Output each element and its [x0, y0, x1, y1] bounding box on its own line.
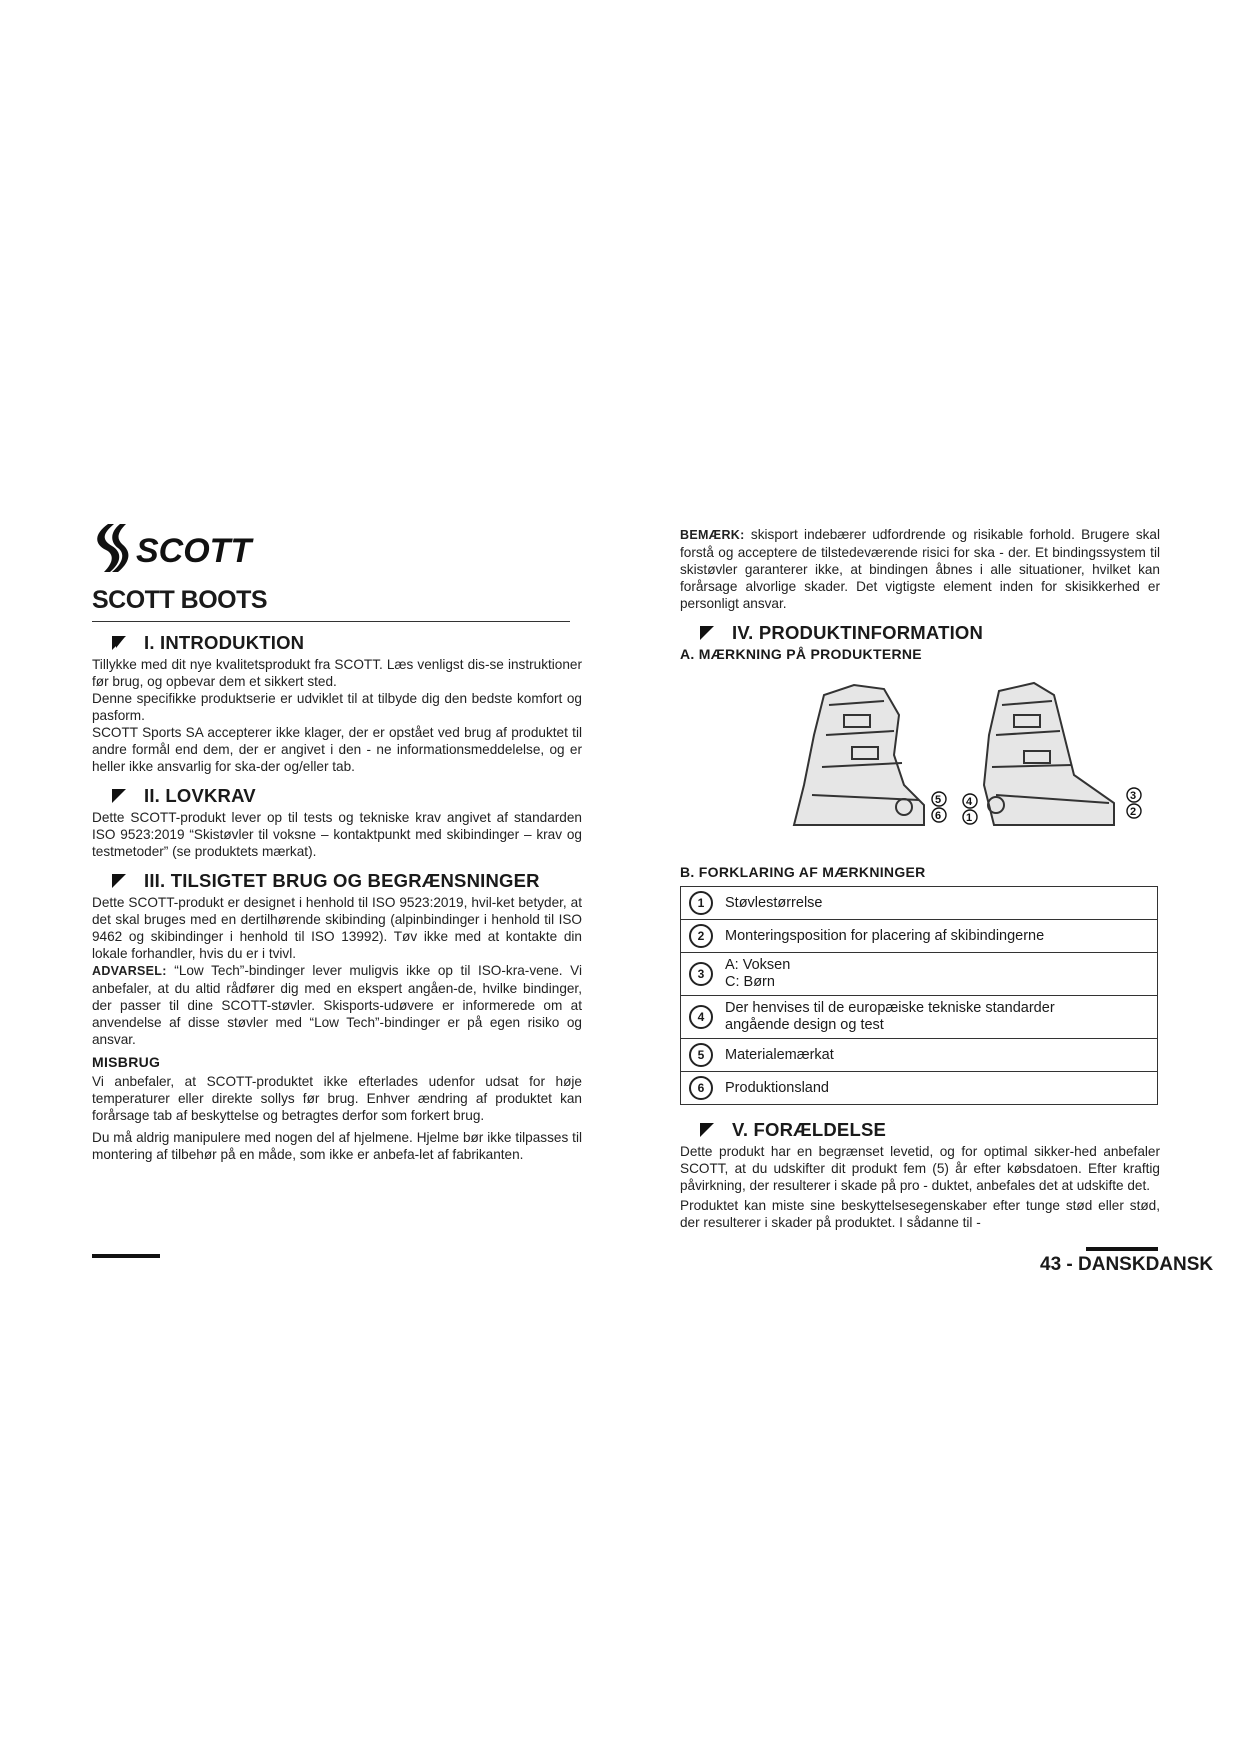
legend-row	[681, 1072, 1158, 1105]
triangle-marker-icon	[112, 874, 126, 888]
legend-text: C: Børn	[725, 974, 775, 990]
brand-logo	[92, 520, 582, 576]
expiry-paragraph-1: Dette produkt har en begrænset levetid, og for optimal sikker-hed anbefaler SCOTT, at du udskifter dit produkt fem (5) år efter købsdatoen. Efter kraftig påvirkning, der resulterer i skade på pro - duktet, anbefales det at udskifte det.	[680, 1144, 1160, 1193]
legend-row	[681, 1039, 1158, 1072]
svg-text:2: 2	[1130, 806, 1137, 818]
warning-label: ADVARSEL:	[92, 964, 167, 978]
scott-logo-icon	[92, 520, 332, 576]
intro-paragraph-3: SCOTT Sports SA accepterer ikke klager, der er opstået ved brug af produktet til andre formål end dem, der er angivet i den - ne informationsmeddelelse, og er heller ikke ansvarlig for ska-der og/eller tab.	[92, 725, 582, 774]
misuse-heading: MISBRUG	[92, 1054, 161, 1070]
legend-row	[681, 996, 1158, 1039]
marking-legend-table	[680, 886, 1158, 1105]
legend-text: Monteringsposition for placering af skibindingerne	[725, 928, 1045, 944]
legend-row	[681, 887, 1158, 920]
legend-text: Materialemærkat	[725, 1047, 834, 1063]
note-label: BEMÆRK:	[680, 528, 745, 542]
page-title: SCOTT BOOTS	[92, 586, 570, 622]
number-badge: 1	[689, 891, 713, 915]
triangle-marker-icon	[112, 636, 126, 650]
legend-text: A: Voksen	[725, 957, 791, 973]
number-badge: 2	[689, 924, 713, 948]
number-badge: 5	[689, 1043, 713, 1067]
warning-text: “Low Tech”-bindinger lever muligvis ikke op til ISO-kra-vene. Vi anbefaler, at du altid rådfører dig med en ekspert angåen-de, hvilke bindinger, der passer til dine SCOTT-støvler. Skisports-udøvere er informerede om at anvendelse af disse støvler med “Low Tech”-bindinger er på egen risiko og ansvar.	[92, 963, 582, 1047]
legend-text: angående design og test	[725, 1017, 884, 1033]
right-column	[680, 526, 1160, 1231]
legend-row	[681, 920, 1158, 953]
svg-text:5: 5	[935, 794, 942, 806]
triangle-marker-icon	[112, 789, 126, 803]
triangle-marker-icon	[700, 626, 714, 640]
section-heading-expiry: V. FORÆLDELSE	[700, 1119, 1160, 1141]
warning-paragraph	[92, 962, 582, 1048]
misuse-paragraph-2: Du må aldrig manipulere med nogen del af hjelmene. Hjelme bør ikke tilpasses til montering af tilbehør på en måde, som ikke er anbefa-let af fabrikanten.	[92, 1130, 582, 1162]
section-heading-introduction: I. INTRODUKTION	[112, 632, 582, 654]
subheading-marking: A. MÆRKNING PÅ PRODUKTERNE	[680, 646, 922, 662]
note-text: skisport indebærer udfordrende og risikable forhold. Brugere skal forstå og acceptere de tilstedeværende risici for ska - der. Et bindingssystem til skistøvler garanterer ikke, at bindingen åbnes i alle situationer, hvilket kan forårsage alvorlige skader. Det vigtigste element inden for skisikkerhed er personligt ansvar.	[680, 527, 1160, 611]
misuse-paragraph-1: Vi anbefaler, at SCOTT-produktet ikke efterlades udenfor udsat for høje temperaturer eller direkte sollys før brug. Enhver ændring af produktet kan forårsage tab af beskyttelse og betragtes derfor som forkert brug.	[92, 1074, 582, 1123]
legend-row	[681, 953, 1158, 996]
number-badge: 4	[689, 1005, 713, 1029]
number-badge: 6	[689, 1076, 713, 1100]
left-column	[92, 520, 582, 1163]
svg-text:3: 3	[1130, 790, 1137, 802]
section-heading-intended-use: III. TILSIGTET BRUG OG BEGRÆNSNINGER	[112, 870, 582, 892]
legal-paragraph: Dette SCOTT-produkt lever op til tests og tekniske krav angivet af standarden ISO 9523:2019 “Skistøvler til voksne – kontaktpunkt med skibindinger – krav og testmetoder” (se produktets mærkat).	[92, 810, 582, 859]
intro-paragraph-1: Tillykke med dit nye kvalitetsprodukt fra SCOTT. Læs venligst dis-se instruktioner før brug, og opbevar dem et sikkert sted.	[92, 657, 582, 689]
number-badge: 3	[689, 962, 713, 986]
svg-text:4: 4	[966, 796, 973, 808]
legend-text: Der henvises til de europæiske tekniske standarder	[725, 1000, 1055, 1016]
ski-boots-illustration	[734, 675, 1154, 845]
svg-text:1: 1	[966, 812, 973, 824]
intended-use-paragraph: Dette SCOTT-produkt er designet i henhold til ISO 9523:2019, hvil-ket betyder, at det skal bruges med en dertilhørende skibinding (alpinbindinger i henhold til ISO 9462 og skibindinger i henhold til ISO 13992). Tøv ikke med at kontakte din lokale forhandler, hvis du er i tvivl.	[92, 895, 582, 961]
expiry-paragraph-2: Produktet kan miste sine beskyttelsesegenskaber efter tunge stød eller stød, der resulterer i skader på produktet. I sådanne til -	[680, 1198, 1160, 1230]
intro-paragraph-2: Denne specifikke produktserie er udviklet til at tilbyde dig den bedste komfort og pasform.	[92, 691, 582, 723]
section-heading-legal: II. LOVKRAV	[112, 785, 582, 807]
section-heading-product-info: IV. PRODUKTINFORMATION	[700, 622, 1160, 644]
subheading-legend: B. FORKLARING AF MÆRKNINGER	[680, 864, 926, 880]
left-footer-bar	[92, 1254, 160, 1258]
svg-text:SCOTT: SCOTT	[136, 532, 252, 570]
legend-text: Produktionsland	[725, 1080, 829, 1096]
svg-text:6: 6	[935, 810, 942, 822]
note-paragraph	[680, 526, 1160, 612]
page-number: 43 - DANSKDANSK	[1040, 1254, 1214, 1275]
right-footer-bar	[1086, 1247, 1158, 1251]
legend-text: Støvlestørrelse	[725, 895, 823, 911]
triangle-marker-icon	[700, 1123, 714, 1137]
